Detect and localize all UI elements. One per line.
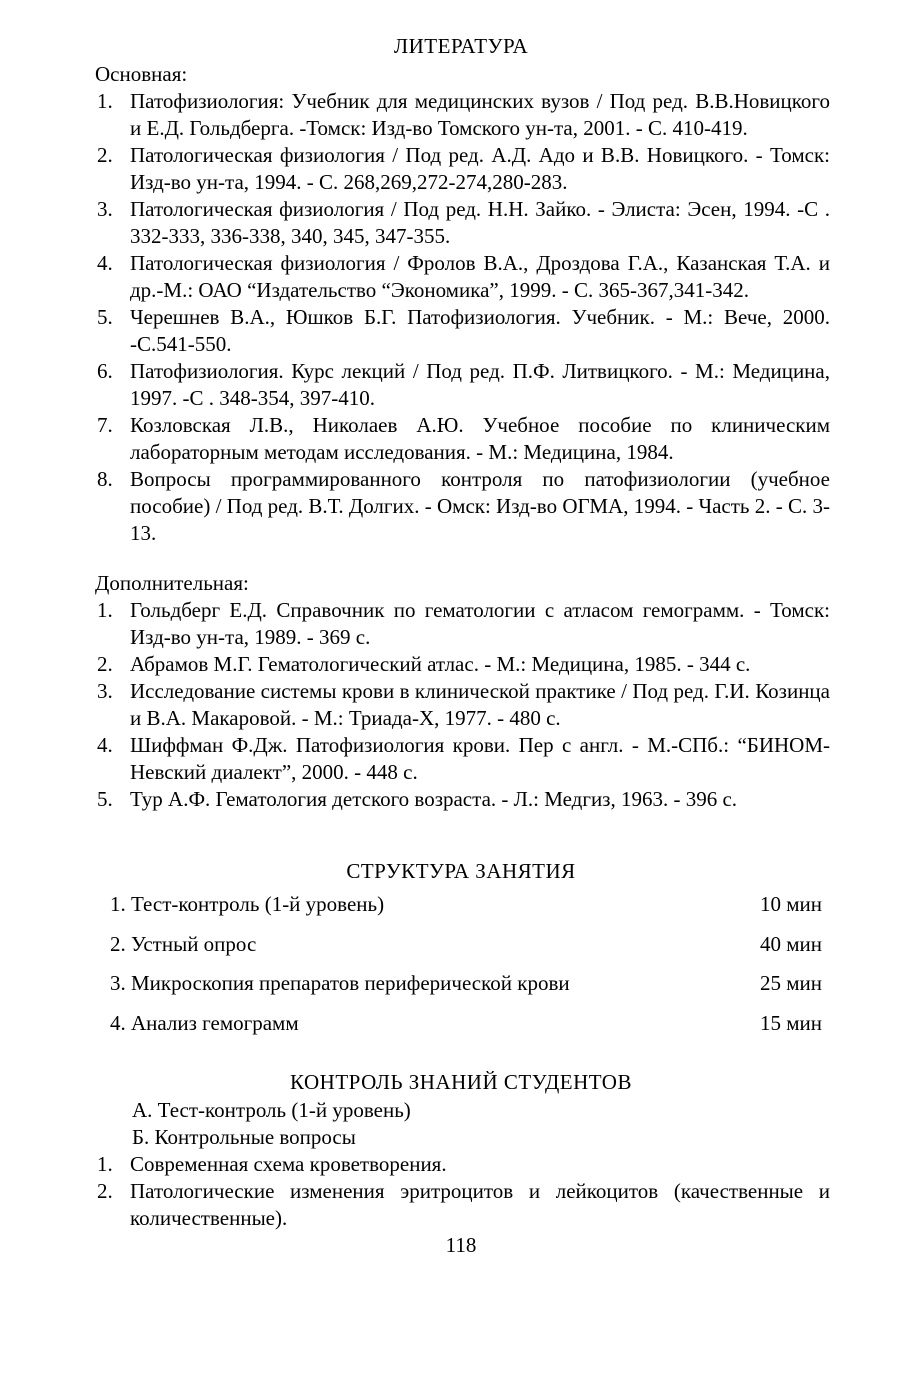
structure-item-time: 25 мин: [759, 971, 822, 995]
list-item: 1. Гольдберг Е.Д. Справочник по гематологии с атласом гемограмм. - Томск: Изд-во ун-та, 1989. - 369 с.: [97, 598, 830, 649]
list-item: 1. Патофизиология: Учебник для медицинских вузов / Под ред. В.В.Новицкого и Е.Д. Гольдберга. -Томск: Изд-во Томского ун-та, 2001. - С. 410-419.: [97, 89, 830, 140]
list-item: 4. Патологическая физиология / Фролов В.А., Дроздова Г.А., Казанская Т.А. и др.-М.: ОАО “Издательство “Экономика”, 1999. - С. 365-367,341-342.: [97, 251, 830, 302]
list-item: 4. Шиффман Ф.Дж. Патофизиология крови. Пер с англ. - М.-СПб.: “БИНОМ-Невский диалект”, 2000. - 448 с.: [97, 733, 830, 784]
control-item-a: А. Тест-контроль (1-й уровень): [132, 1098, 411, 1122]
main-references-list: [95, 88, 830, 547]
list-item: 2. Патологическая физиология / Под ред. А.Д. Адо и В.В. Новицкого. - Томск: Изд-во ун-та, 1994. - С. 268,269,272-274,280-283.: [97, 143, 830, 194]
list-item: 5. Черешнев В.А., Юшков Б.Г. Патофизиология. Учебник. - М.: Вече, 2000. -С.541-550.: [97, 305, 830, 356]
structure-item-label: 1. Тест-контроль (1-й уровень): [110, 892, 385, 916]
table-row: [110, 931, 822, 971]
structure-item-time: 40 мин: [759, 931, 822, 956]
list-item: 3. Патологическая физиология / Под ред. Н.Н. Зайко. - Элиста: Эсен, 1994. -С . 332-333, 336-338, 340, 345, 347-355.: [97, 197, 830, 248]
control-questions-list: [95, 1151, 830, 1232]
structure-item-label: 3. Микроскопия препаратов периферической крови: [110, 971, 570, 995]
knowledge-control-heading: КОНТРОЛЬ ЗНАНИЙ СТУДЕНТОВ: [290, 1070, 632, 1094]
control-item-b: Б. Контрольные вопросы: [132, 1125, 356, 1149]
structure-item-label: 2. Устный опрос: [110, 931, 257, 956]
table-row: [110, 891, 822, 931]
table-row: [110, 1010, 822, 1050]
lesson-structure-table: [110, 891, 822, 1049]
list-item: 8. Вопросы программированного контроля по патофизиологии (учебное пособие) / Под ред. В.Т. Долгих. - Омск: Изд-во ОГМА, 1994. - Часть 2. - С. 3-13.: [97, 467, 830, 545]
list-item: 5. Тур А.Ф. Гематология детского возраста. - Л.: Медгиз, 1963. - 396 с.: [97, 787, 738, 811]
list-item: 6. Патофизиология. Курс лекций / Под ред. П.Ф. Литвицкого. - М.: Медицина, 1997. -С . 348-354, 397-410.: [97, 359, 830, 410]
table-row: [110, 970, 822, 1010]
main-literature-label: Основная:: [95, 62, 188, 86]
list-item: 2. Патологические изменения эритроцитов и лейкоцитов (качественные и количественные).: [97, 1179, 830, 1230]
page-number: 118: [445, 1233, 477, 1257]
structure-item-time: 10 мин: [759, 892, 822, 916]
additional-references-list: [95, 597, 830, 813]
list-item: 3. Исследование системы крови в клинической практике / Под ред. Г.И. Козинца и В.А. Макаровой. - М.: Триада-Х, 1977. - 480 с.: [97, 679, 830, 730]
list-item: 7. Козловская Л.В., Николаев А.Ю. Учебное пособие по клиническим лабораторным методам исследования. - М.: Медицина, 1984.: [97, 413, 830, 464]
list-item: 2. Абрамов М.Г. Гематологический атлас. - М.: Медицина, 1985. - 344 с.: [97, 652, 751, 676]
additional-literature-label: Дополнительная:: [95, 571, 249, 595]
structure-item-label: 4. Анализ гемограмм: [110, 1010, 299, 1035]
literature-heading: ЛИТЕРАТУРА: [393, 34, 529, 58]
lesson-structure-heading: СТРУКТУРА ЗАНЯТИЯ: [346, 859, 576, 883]
structure-item-time: 15 мин: [759, 1010, 822, 1035]
list-item: 1. Современная схема кроветворения.: [97, 1152, 447, 1176]
